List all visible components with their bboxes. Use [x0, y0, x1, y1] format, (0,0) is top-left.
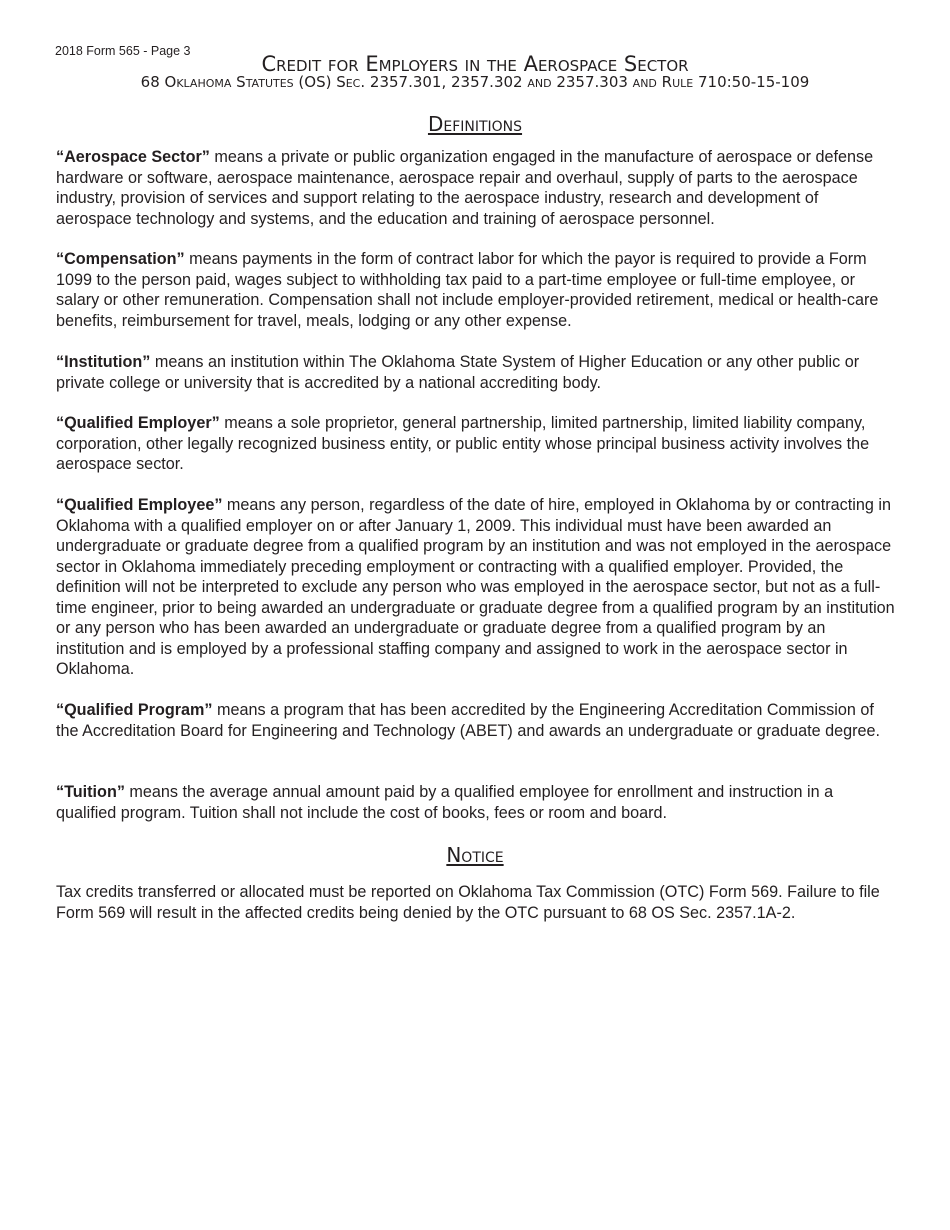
definition-term: “Aerospace Sector” [56, 148, 210, 166]
definition-text: means a sole proprietor, general partnership, limited partnership, limited liability company, corporation, other legally recognized business entity, or public entity whose principal business activity involves the aerospace sector. [56, 414, 870, 473]
definition-text: means an institution within The Oklahoma State System of Higher Education or any other public or private college or university that is accredited by a national accrediting body. [56, 353, 860, 392]
definition-qualified-employee [56, 495, 896, 680]
notice-text: Tax credits transferred or allocated must be reported on Oklahoma Tax Commission (OTC) Form 569. Failure to file Form 569 will result in the affected credits being denied by the OTC pursuant to 68 OS Sec. 2357.1A-2. [56, 883, 880, 922]
notice-heading: Notice [446, 843, 504, 867]
definition-text: means a program that has been accredited by the Engineering Accreditation Commission of the Accreditation Board for Engineering and Technology (ABET) and awards an undergraduate or graduate degree. [56, 701, 881, 740]
definition-qualified-program [56, 700, 896, 741]
definition-term: “Qualified Employee” [56, 496, 223, 514]
definition-text: means payments in the form of contract labor for which the payor is required to provide a Form 1099 to the person paid, wages subject to withholding tax paid to a part-time employee or full-time employee, or salary or other remuneration. Compensation shall not include employer-provided retirement, medical or health-care benefits, reimbursement for travel, meals, lodging or any other expense. [56, 250, 879, 330]
statute-reference: 68 Oklahoma Statutes (OS) Sec. 2357.301, 2357.302 and 2357.303 and Rule 710:50-15-109 [140, 73, 810, 91]
page-label: 2018 Form 565 - Page 3 [55, 44, 191, 58]
definition-qualified-employer [56, 413, 896, 475]
definition-aerospace-sector [56, 147, 896, 229]
form-title: Credit for Employers in the Aerospace Sector [261, 52, 689, 76]
definition-term: “Institution” [56, 353, 151, 371]
definition-term: “Qualified Employer” [56, 414, 220, 432]
definition-text: means a private or public organization engaged in the manufacture of aerospace or defense hardware or software, aerospace maintenance, aerospace repair and overhaul, supply of parts to the aerospace industry, provision of services and support relating to the aerospace industry, research and development of aerospace technology and systems, and the education and training of aerospace personnel. [56, 148, 874, 228]
definition-term: “Tuition” [56, 783, 125, 801]
definition-text: means the average annual amount paid by a qualified employee for enrollment and instruction in a qualified program. Tuition shall not include the cost of books, fees or room and board. [56, 783, 834, 822]
definition-term: “Qualified Program” [56, 701, 213, 719]
definition-text: means any person, regardless of the date of hire, employed in Oklahoma by or contracting in Oklahoma with a qualified employer on or after January 1, 2009. This individual must have been awarded an undergraduate or graduate degree from a qualified program by an institution and was not employed in the aerospace sector in Oklahoma immediately preceding employment or contracting with a qualified employer. Provided, the definition will not be interpreted to exclude any person who was employed in the aerospace sector, but not as a full-time engineer, prior to being awarded an undergraduate or graduate degree from a qualified program by an institution or any person who has been awarded an undergraduate or graduate degree from a qualified program by an institution and is employed by a professional staffing company and assigned to work in the aerospace sector in Oklahoma. [56, 496, 895, 678]
definition-tuition [56, 782, 896, 823]
definition-compensation [56, 249, 896, 331]
definition-term: “Compensation” [56, 250, 185, 268]
definition-institution [56, 352, 896, 393]
definitions-heading: Definitions [427, 112, 523, 136]
